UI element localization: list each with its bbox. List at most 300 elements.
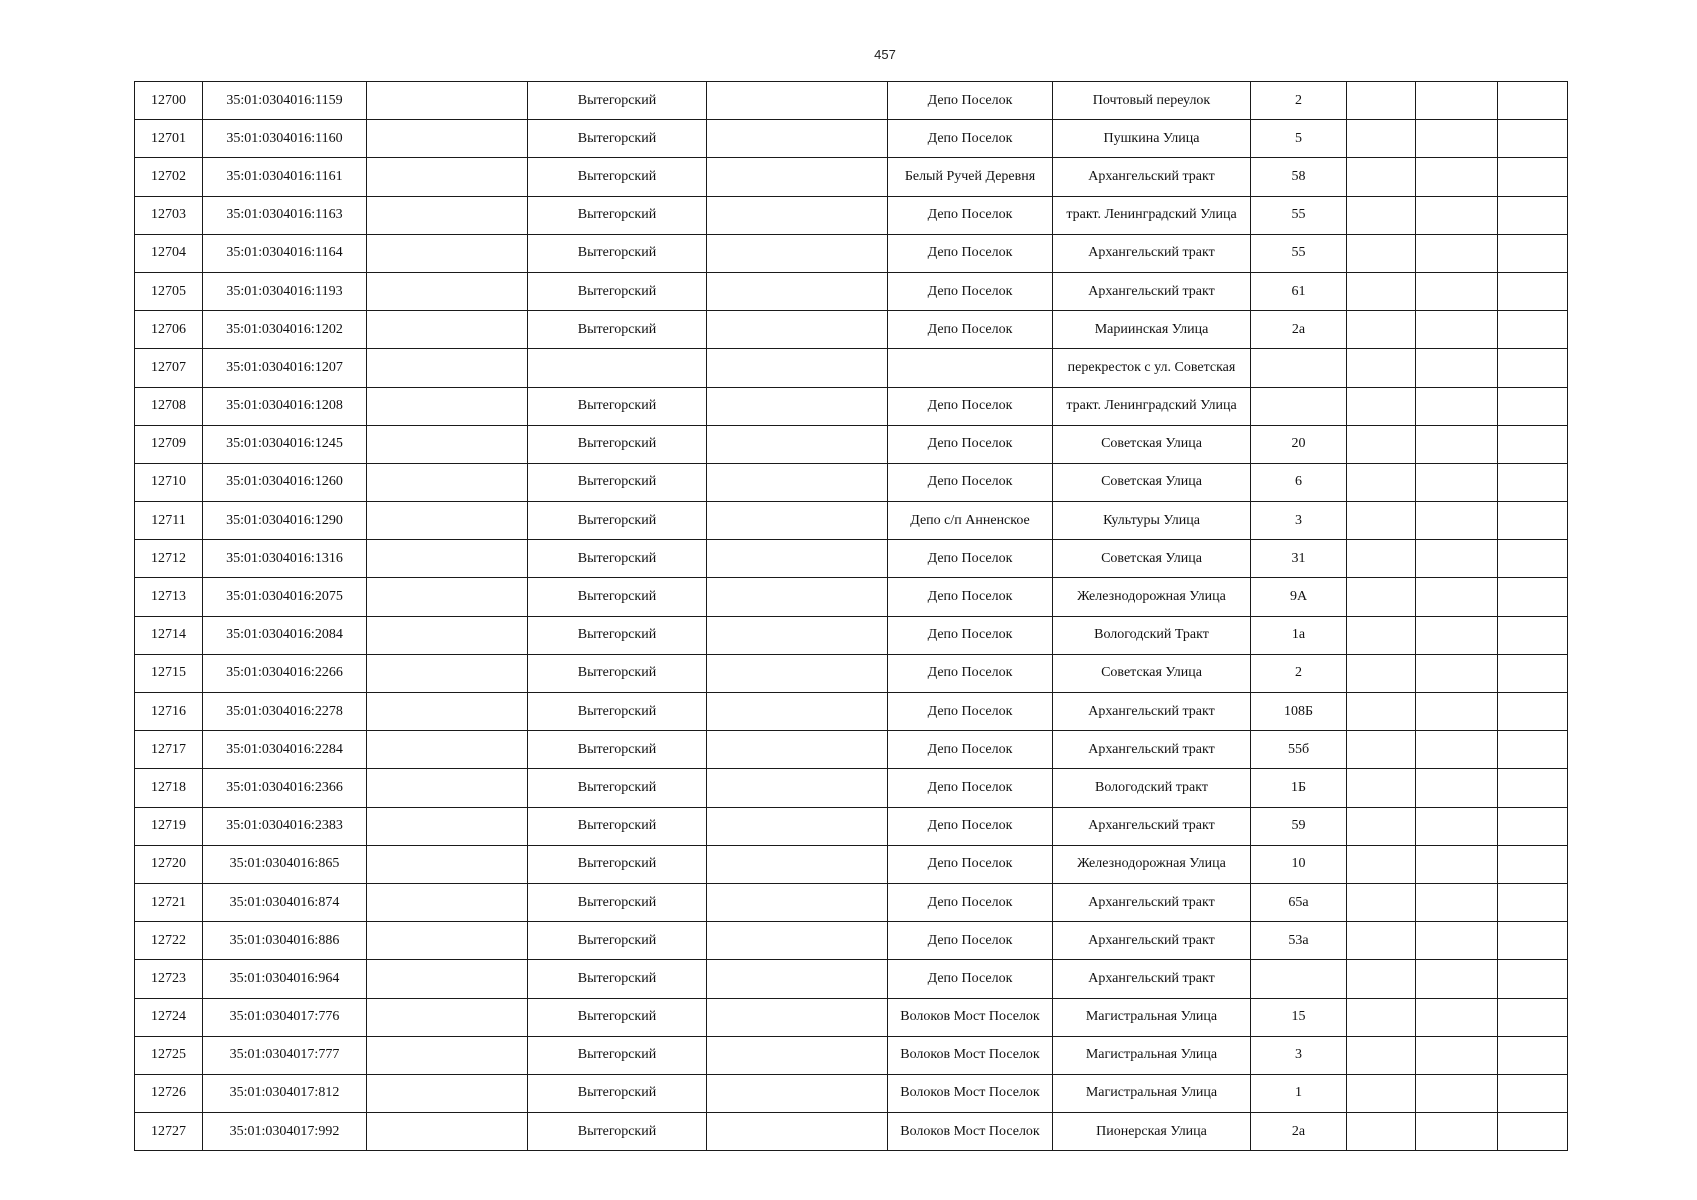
- row-number-cell: 12702: [135, 158, 203, 196]
- street-cell: Архангельский тракт: [1053, 960, 1251, 998]
- empty-cell: [1416, 998, 1498, 1036]
- empty-cell: [1347, 616, 1416, 654]
- cadastral-number-cell: 35:01:0304017:992: [203, 1113, 367, 1151]
- district-cell: Вытегорский: [528, 272, 707, 310]
- house-number-cell: [1251, 387, 1347, 425]
- empty-cell: [707, 349, 888, 387]
- row-number-cell: 12713: [135, 578, 203, 616]
- row-number-cell: 12723: [135, 960, 203, 998]
- cadastral-number-cell: 35:01:0304016:1193: [203, 272, 367, 310]
- district-cell: Вытегорский: [528, 922, 707, 960]
- table-row: [135, 769, 1568, 807]
- empty-cell: [1416, 960, 1498, 998]
- empty-cell: [367, 540, 528, 578]
- district-cell: Вытегорский: [528, 960, 707, 998]
- row-number-cell: 12709: [135, 425, 203, 463]
- cadastral-number-cell: 35:01:0304016:2366: [203, 769, 367, 807]
- empty-cell: [707, 578, 888, 616]
- empty-cell: [1416, 196, 1498, 234]
- house-number-cell: 3: [1251, 502, 1347, 540]
- empty-cell: [1416, 922, 1498, 960]
- empty-cell: [1347, 1113, 1416, 1151]
- empty-cell: [707, 1113, 888, 1151]
- table-row: [135, 349, 1568, 387]
- empty-cell: [1498, 1036, 1568, 1074]
- empty-cell: [367, 807, 528, 845]
- empty-cell: [1416, 578, 1498, 616]
- cadastral-number-cell: 35:01:0304016:1316: [203, 540, 367, 578]
- empty-cell: [1347, 463, 1416, 501]
- empty-cell: [1347, 807, 1416, 845]
- registry-table-body: [135, 82, 1568, 1151]
- empty-cell: [1347, 960, 1416, 998]
- cadastral-number-cell: 35:01:0304016:2075: [203, 578, 367, 616]
- street-cell: Архангельский тракт: [1053, 731, 1251, 769]
- empty-cell: [1416, 1113, 1498, 1151]
- street-cell: Вологодский Тракт: [1053, 616, 1251, 654]
- street-cell: Почтовый переулок: [1053, 82, 1251, 120]
- empty-cell: [1498, 769, 1568, 807]
- street-cell: Мариинская Улица: [1053, 311, 1251, 349]
- settlement-cell: Депо Поселок: [888, 234, 1053, 272]
- empty-cell: [1498, 158, 1568, 196]
- empty-cell: [367, 425, 528, 463]
- empty-cell: [1347, 731, 1416, 769]
- empty-cell: [1416, 1074, 1498, 1112]
- table-row: [135, 693, 1568, 731]
- empty-cell: [1347, 922, 1416, 960]
- empty-cell: [1416, 502, 1498, 540]
- empty-cell: [707, 693, 888, 731]
- cadastral-number-cell: 35:01:0304016:1160: [203, 120, 367, 158]
- cadastral-number-cell: 35:01:0304016:2278: [203, 693, 367, 731]
- settlement-cell: Депо Поселок: [888, 463, 1053, 501]
- house-number-cell: 61: [1251, 272, 1347, 310]
- house-number-cell: 55б: [1251, 731, 1347, 769]
- empty-cell: [367, 654, 528, 692]
- cadastral-number-cell: 35:01:0304017:812: [203, 1074, 367, 1112]
- table-row: [135, 1113, 1568, 1151]
- street-cell: Советская Улица: [1053, 540, 1251, 578]
- row-number-cell: 12707: [135, 349, 203, 387]
- street-cell: Магистральная Улица: [1053, 1074, 1251, 1112]
- row-number-cell: 12705: [135, 272, 203, 310]
- empty-cell: [1347, 998, 1416, 1036]
- street-cell: Советская Улица: [1053, 654, 1251, 692]
- empty-cell: [1498, 425, 1568, 463]
- empty-cell: [1347, 120, 1416, 158]
- table-row: [135, 425, 1568, 463]
- empty-cell: [367, 922, 528, 960]
- empty-cell: [707, 387, 888, 425]
- house-number-cell: 55: [1251, 234, 1347, 272]
- empty-cell: [707, 654, 888, 692]
- cadastral-number-cell: 35:01:0304016:2383: [203, 807, 367, 845]
- empty-cell: [1347, 387, 1416, 425]
- empty-cell: [367, 272, 528, 310]
- settlement-cell: Волоков Мост Поселок: [888, 998, 1053, 1036]
- page-number: 457: [874, 47, 896, 62]
- empty-cell: [367, 311, 528, 349]
- row-number-cell: 12724: [135, 998, 203, 1036]
- cadastral-number-cell: 35:01:0304016:2084: [203, 616, 367, 654]
- empty-cell: [707, 616, 888, 654]
- settlement-cell: [888, 349, 1053, 387]
- cadastral-number-cell: 35:01:0304016:1290: [203, 502, 367, 540]
- district-cell: Вытегорский: [528, 120, 707, 158]
- empty-cell: [1347, 693, 1416, 731]
- empty-cell: [707, 502, 888, 540]
- district-cell: Вытегорский: [528, 463, 707, 501]
- empty-cell: [1416, 693, 1498, 731]
- house-number-cell: 6: [1251, 463, 1347, 501]
- empty-cell: [1347, 272, 1416, 310]
- row-number-cell: 12726: [135, 1074, 203, 1112]
- empty-cell: [367, 769, 528, 807]
- district-cell: Вытегорский: [528, 82, 707, 120]
- row-number-cell: 12701: [135, 120, 203, 158]
- empty-cell: [1498, 82, 1568, 120]
- empty-cell: [1498, 120, 1568, 158]
- empty-cell: [707, 425, 888, 463]
- street-cell: Культуры Улица: [1053, 502, 1251, 540]
- empty-cell: [707, 540, 888, 578]
- empty-cell: [1498, 463, 1568, 501]
- empty-cell: [707, 845, 888, 883]
- house-number-cell: 1а: [1251, 616, 1347, 654]
- street-cell: Архангельский тракт: [1053, 234, 1251, 272]
- house-number-cell: 2а: [1251, 1113, 1347, 1151]
- empty-cell: [1498, 616, 1568, 654]
- empty-cell: [707, 731, 888, 769]
- cadastral-number-cell: 35:01:0304016:865: [203, 845, 367, 883]
- house-number-cell: 1: [1251, 1074, 1347, 1112]
- empty-cell: [1416, 769, 1498, 807]
- empty-cell: [707, 807, 888, 845]
- house-number-cell: [1251, 349, 1347, 387]
- empty-cell: [367, 1113, 528, 1151]
- cadastral-number-cell: 35:01:0304016:2284: [203, 731, 367, 769]
- table-row: [135, 540, 1568, 578]
- empty-cell: [1347, 425, 1416, 463]
- table-row: [135, 578, 1568, 616]
- settlement-cell: Депо Поселок: [888, 540, 1053, 578]
- empty-cell: [367, 82, 528, 120]
- table-row: [135, 731, 1568, 769]
- settlement-cell: Волоков Мост Поселок: [888, 1036, 1053, 1074]
- district-cell: Вытегорский: [528, 731, 707, 769]
- empty-cell: [1498, 731, 1568, 769]
- district-cell: Вытегорский: [528, 578, 707, 616]
- empty-cell: [1498, 922, 1568, 960]
- empty-cell: [367, 502, 528, 540]
- empty-cell: [1347, 1074, 1416, 1112]
- empty-cell: [1416, 311, 1498, 349]
- house-number-cell: 2: [1251, 82, 1347, 120]
- street-cell: Железнодорожная Улица: [1053, 845, 1251, 883]
- cadastral-number-cell: 35:01:0304016:1245: [203, 425, 367, 463]
- empty-cell: [367, 234, 528, 272]
- empty-cell: [707, 158, 888, 196]
- table-row: [135, 654, 1568, 692]
- settlement-cell: Депо Поселок: [888, 196, 1053, 234]
- street-cell: Магистральная Улица: [1053, 1036, 1251, 1074]
- empty-cell: [1416, 387, 1498, 425]
- empty-cell: [1498, 807, 1568, 845]
- empty-cell: [367, 883, 528, 921]
- empty-cell: [1498, 502, 1568, 540]
- street-cell: Вологодский тракт: [1053, 769, 1251, 807]
- settlement-cell: Волоков Мост Поселок: [888, 1113, 1053, 1151]
- house-number-cell: 108Б: [1251, 693, 1347, 731]
- district-cell: Вытегорский: [528, 425, 707, 463]
- table-row: [135, 1074, 1568, 1112]
- empty-cell: [367, 463, 528, 501]
- table-row: [135, 807, 1568, 845]
- row-number-cell: 12720: [135, 845, 203, 883]
- table-row: [135, 616, 1568, 654]
- settlement-cell: Депо Поселок: [888, 425, 1053, 463]
- row-number-cell: 12725: [135, 1036, 203, 1074]
- cadastral-number-cell: 35:01:0304016:1208: [203, 387, 367, 425]
- empty-cell: [1416, 463, 1498, 501]
- settlement-cell: Депо Поселок: [888, 578, 1053, 616]
- row-number-cell: 12704: [135, 234, 203, 272]
- street-cell: Магистральная Улица: [1053, 998, 1251, 1036]
- empty-cell: [707, 311, 888, 349]
- settlement-cell: Депо Поселок: [888, 807, 1053, 845]
- house-number-cell: 58: [1251, 158, 1347, 196]
- settlement-cell: Депо Поселок: [888, 654, 1053, 692]
- empty-cell: [1347, 1036, 1416, 1074]
- cadastral-number-cell: 35:01:0304016:1159: [203, 82, 367, 120]
- empty-cell: [1498, 1074, 1568, 1112]
- empty-cell: [1416, 845, 1498, 883]
- settlement-cell: Депо Поселок: [888, 272, 1053, 310]
- house-number-cell: 2: [1251, 654, 1347, 692]
- row-number-cell: 12710: [135, 463, 203, 501]
- district-cell: Вытегорский: [528, 998, 707, 1036]
- empty-cell: [707, 82, 888, 120]
- empty-cell: [1347, 311, 1416, 349]
- empty-cell: [1498, 349, 1568, 387]
- house-number-cell: 2а: [1251, 311, 1347, 349]
- district-cell: Вытегорский: [528, 883, 707, 921]
- settlement-cell: Депо Поселок: [888, 387, 1053, 425]
- settlement-cell: Депо Поселок: [888, 120, 1053, 158]
- settlement-cell: Белый Ручей Деревня: [888, 158, 1053, 196]
- district-cell: Вытегорский: [528, 693, 707, 731]
- empty-cell: [367, 158, 528, 196]
- empty-cell: [707, 120, 888, 158]
- empty-cell: [1498, 960, 1568, 998]
- house-number-cell: 53а: [1251, 922, 1347, 960]
- district-cell: Вытегорский: [528, 616, 707, 654]
- empty-cell: [367, 349, 528, 387]
- empty-cell: [1416, 349, 1498, 387]
- table-row: [135, 196, 1568, 234]
- street-cell: Архангельский тракт: [1053, 922, 1251, 960]
- empty-cell: [1498, 311, 1568, 349]
- cadastral-number-cell: 35:01:0304016:1164: [203, 234, 367, 272]
- empty-cell: [367, 1036, 528, 1074]
- empty-cell: [1498, 883, 1568, 921]
- street-cell: Советская Улица: [1053, 425, 1251, 463]
- table-row: [135, 158, 1568, 196]
- district-cell: Вытегорский: [528, 1113, 707, 1151]
- row-number-cell: 12711: [135, 502, 203, 540]
- empty-cell: [367, 998, 528, 1036]
- empty-cell: [1498, 845, 1568, 883]
- house-number-cell: 15: [1251, 998, 1347, 1036]
- settlement-cell: Депо Поселок: [888, 769, 1053, 807]
- district-cell: Вытегорский: [528, 769, 707, 807]
- settlement-cell: Депо Поселок: [888, 845, 1053, 883]
- empty-cell: [1416, 654, 1498, 692]
- empty-cell: [1347, 196, 1416, 234]
- house-number-cell: [1251, 960, 1347, 998]
- settlement-cell: Депо Поселок: [888, 960, 1053, 998]
- empty-cell: [1416, 272, 1498, 310]
- district-cell: Вытегорский: [528, 502, 707, 540]
- empty-cell: [367, 120, 528, 158]
- empty-cell: [1347, 769, 1416, 807]
- empty-cell: [1416, 616, 1498, 654]
- row-number-cell: 12708: [135, 387, 203, 425]
- settlement-cell: Депо Поселок: [888, 693, 1053, 731]
- street-cell: Архангельский тракт: [1053, 693, 1251, 731]
- empty-cell: [1416, 807, 1498, 845]
- empty-cell: [1347, 845, 1416, 883]
- empty-cell: [707, 234, 888, 272]
- row-number-cell: 12721: [135, 883, 203, 921]
- row-number-cell: 12714: [135, 616, 203, 654]
- empty-cell: [1498, 234, 1568, 272]
- table-row: [135, 502, 1568, 540]
- table-row: [135, 387, 1568, 425]
- empty-cell: [367, 196, 528, 234]
- settlement-cell: Депо Поселок: [888, 311, 1053, 349]
- row-number-cell: 12712: [135, 540, 203, 578]
- house-number-cell: 5: [1251, 120, 1347, 158]
- street-cell: Пушкина Улица: [1053, 120, 1251, 158]
- empty-cell: [367, 731, 528, 769]
- cadastral-number-cell: 35:01:0304016:2266: [203, 654, 367, 692]
- row-number-cell: 12716: [135, 693, 203, 731]
- empty-cell: [1498, 654, 1568, 692]
- street-cell: Советская Улица: [1053, 463, 1251, 501]
- district-cell: Вытегорский: [528, 845, 707, 883]
- empty-cell: [1347, 349, 1416, 387]
- empty-cell: [1416, 82, 1498, 120]
- district-cell: Вытегорский: [528, 387, 707, 425]
- house-number-cell: 31: [1251, 540, 1347, 578]
- house-number-cell: 59: [1251, 807, 1347, 845]
- empty-cell: [707, 883, 888, 921]
- cadastral-number-cell: 35:01:0304016:1260: [203, 463, 367, 501]
- empty-cell: [1498, 540, 1568, 578]
- cadastral-number-cell: 35:01:0304017:777: [203, 1036, 367, 1074]
- table-row: [135, 883, 1568, 921]
- table-row: [135, 272, 1568, 310]
- empty-cell: [707, 998, 888, 1036]
- street-cell: Архангельский тракт: [1053, 807, 1251, 845]
- empty-cell: [707, 272, 888, 310]
- settlement-cell: Волоков Мост Поселок: [888, 1074, 1053, 1112]
- street-cell: перекресток с ул. Советская: [1053, 349, 1251, 387]
- empty-cell: [1347, 578, 1416, 616]
- house-number-cell: 10: [1251, 845, 1347, 883]
- district-cell: Вытегорский: [528, 1074, 707, 1112]
- empty-cell: [1416, 158, 1498, 196]
- empty-cell: [707, 196, 888, 234]
- empty-cell: [1416, 540, 1498, 578]
- empty-cell: [1498, 1113, 1568, 1151]
- empty-cell: [1347, 540, 1416, 578]
- empty-cell: [367, 693, 528, 731]
- row-number-cell: 12703: [135, 196, 203, 234]
- district-cell: Вытегорский: [528, 158, 707, 196]
- district-cell: Вытегорский: [528, 1036, 707, 1074]
- street-cell: Архангельский тракт: [1053, 158, 1251, 196]
- row-number-cell: 12718: [135, 769, 203, 807]
- row-number-cell: 12717: [135, 731, 203, 769]
- empty-cell: [1498, 578, 1568, 616]
- cadastral-number-cell: 35:01:0304016:1161: [203, 158, 367, 196]
- empty-cell: [367, 845, 528, 883]
- table-row: [135, 463, 1568, 501]
- cadastral-number-cell: 35:01:0304016:874: [203, 883, 367, 921]
- table-row: [135, 922, 1568, 960]
- table-row: [135, 998, 1568, 1036]
- table-row: [135, 120, 1568, 158]
- house-number-cell: 1Б: [1251, 769, 1347, 807]
- empty-cell: [1347, 883, 1416, 921]
- table-row: [135, 82, 1568, 120]
- empty-cell: [1347, 158, 1416, 196]
- street-cell: Железнодорожная Улица: [1053, 578, 1251, 616]
- empty-cell: [1416, 731, 1498, 769]
- settlement-cell: Депо Поселок: [888, 731, 1053, 769]
- house-number-cell: 55: [1251, 196, 1347, 234]
- settlement-cell: Депо Поселок: [888, 82, 1053, 120]
- district-cell: Вытегорский: [528, 311, 707, 349]
- street-cell: Пионерская Улица: [1053, 1113, 1251, 1151]
- empty-cell: [367, 1074, 528, 1112]
- empty-cell: [707, 1036, 888, 1074]
- district-cell: Вытегорский: [528, 654, 707, 692]
- empty-cell: [707, 1074, 888, 1112]
- empty-cell: [1416, 1036, 1498, 1074]
- district-cell: Вытегорский: [528, 234, 707, 272]
- row-number-cell: 12715: [135, 654, 203, 692]
- row-number-cell: 12719: [135, 807, 203, 845]
- registry-table: [134, 81, 1568, 1151]
- empty-cell: [707, 960, 888, 998]
- cadastral-number-cell: 35:01:0304016:886: [203, 922, 367, 960]
- empty-cell: [367, 616, 528, 654]
- row-number-cell: 12722: [135, 922, 203, 960]
- settlement-cell: Депо с/п Анненское: [888, 502, 1053, 540]
- empty-cell: [1498, 196, 1568, 234]
- empty-cell: [367, 387, 528, 425]
- empty-cell: [1498, 998, 1568, 1036]
- row-number-cell: 12727: [135, 1113, 203, 1151]
- house-number-cell: 9А: [1251, 578, 1347, 616]
- table-row: [135, 845, 1568, 883]
- empty-cell: [1347, 654, 1416, 692]
- empty-cell: [1416, 234, 1498, 272]
